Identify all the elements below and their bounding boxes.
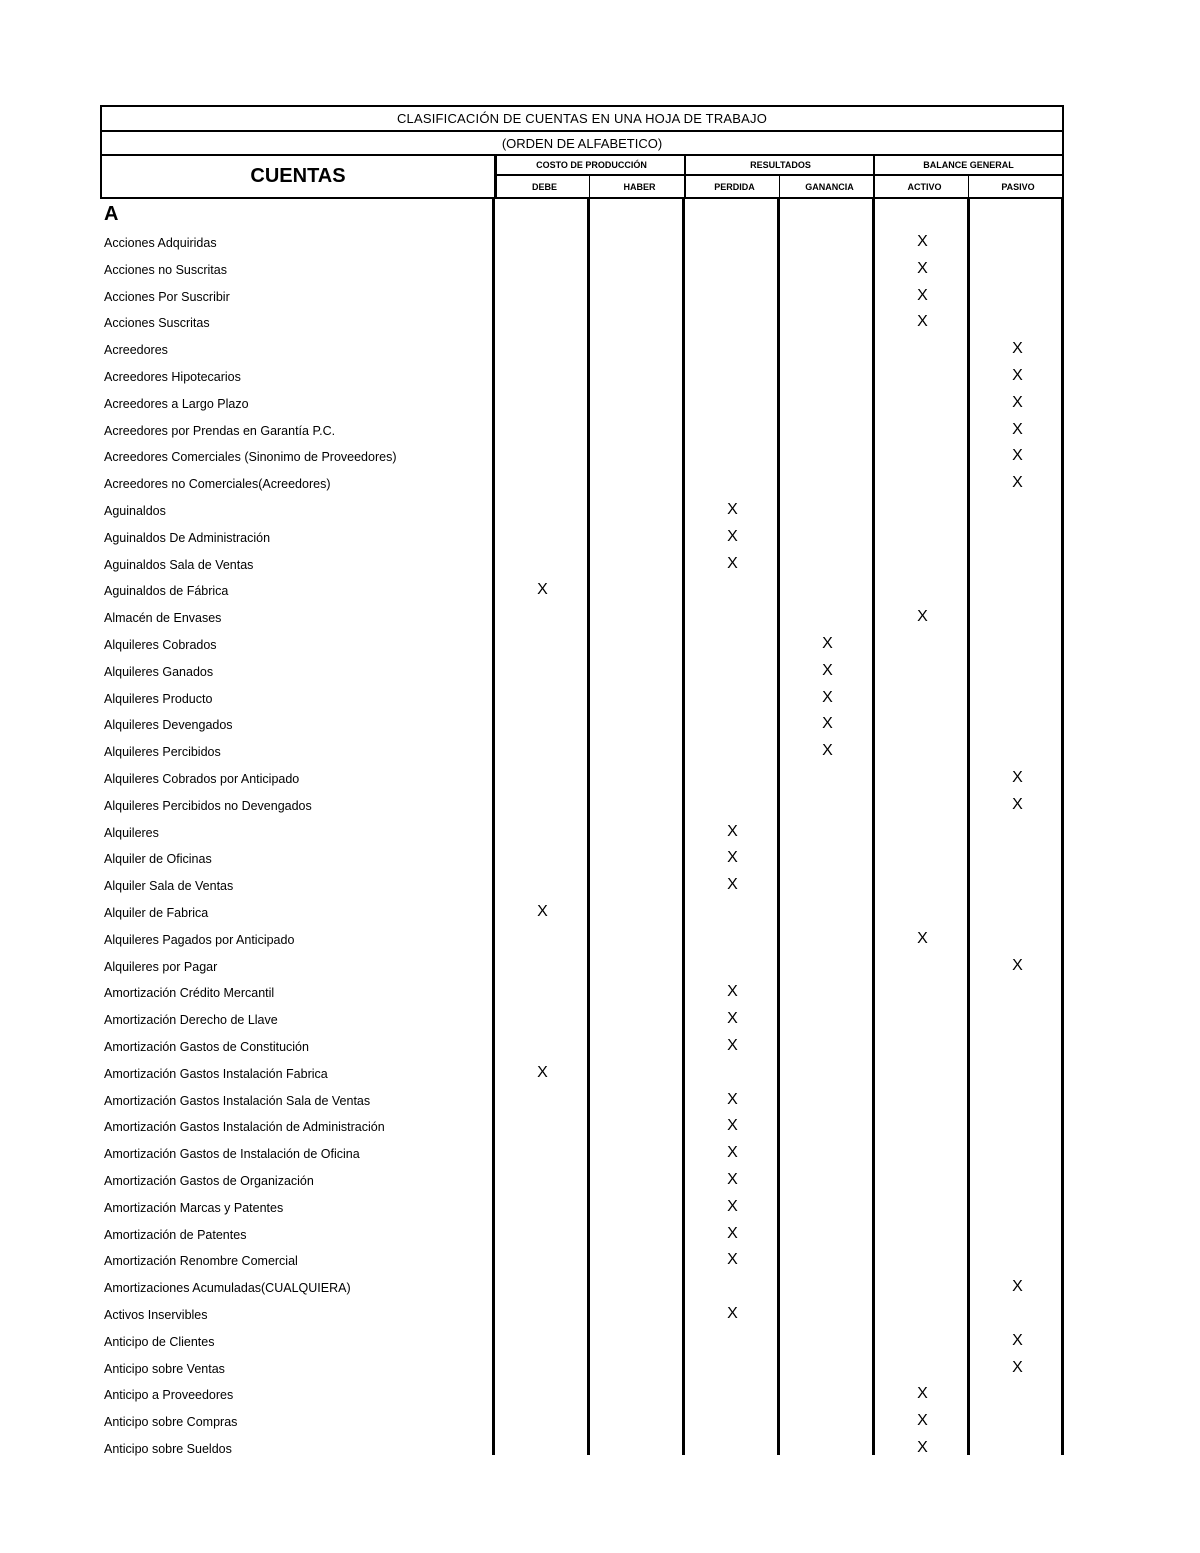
header-divider xyxy=(494,156,497,197)
account-name: Acreedores por Prendas en Garantía P.C. xyxy=(104,423,336,438)
classification-mark: X xyxy=(822,635,833,652)
classification-mark: X xyxy=(1012,769,1023,786)
classification-mark: X xyxy=(917,233,928,250)
table-row xyxy=(100,1436,1064,1463)
account-name: Amortización de Patentes xyxy=(104,1227,247,1242)
account-name: Almacén de Envases xyxy=(104,611,222,626)
header-divider xyxy=(873,156,875,197)
classification-mark: X xyxy=(727,554,738,572)
classification-mark: X xyxy=(1012,956,1023,974)
account-name: Alquileres Pagados por Anticipado xyxy=(104,932,295,947)
table-row xyxy=(100,900,1064,927)
classification-mark: X xyxy=(1012,447,1023,465)
column-headers xyxy=(102,156,1062,197)
account-name: Acreedores xyxy=(104,343,168,358)
classification-mark: X xyxy=(727,1305,738,1322)
table-row xyxy=(100,418,1064,445)
account-name: Alquileres Ganados xyxy=(104,664,214,679)
table-row xyxy=(100,980,1064,1007)
cuentas-header: CUENTAS xyxy=(250,165,346,187)
table-row xyxy=(100,471,1064,498)
account-name: Alquiler de Fabrica xyxy=(104,906,209,920)
worksheet xyxy=(100,105,1064,1455)
classification-mark: X xyxy=(917,1439,928,1456)
classification-mark: X xyxy=(727,1197,738,1215)
classification-mark: X xyxy=(917,608,928,626)
account-name: Alquiler Sala de Ventas xyxy=(104,879,234,894)
classification-mark: X xyxy=(1012,1358,1023,1376)
account-name: Amortización Renombre Comercial xyxy=(104,1254,298,1269)
table-row xyxy=(100,820,1064,847)
classification-mark: X xyxy=(727,1117,738,1135)
table-row xyxy=(100,1034,1064,1061)
sheet-title: CLASIFICACIÓN DE CUENTAS EN UNA HOJA DE TRABAJO xyxy=(102,107,1062,132)
table-row xyxy=(100,284,1064,311)
classification-mark: X xyxy=(917,1385,928,1403)
table-header xyxy=(100,105,1064,199)
col-pasivo: PASIVO xyxy=(1001,181,1035,192)
table-row xyxy=(100,954,1064,981)
account-name: Alquileres Percibidos xyxy=(104,745,221,760)
account-name: Anticipo sobre Sueldos xyxy=(104,1442,232,1456)
table-row xyxy=(100,846,1064,873)
table-row xyxy=(100,310,1064,337)
classification-mark: X xyxy=(727,822,738,840)
account-name: Amortización Crédito Mercantil xyxy=(104,986,275,1001)
table-row xyxy=(100,712,1064,739)
table-row xyxy=(100,364,1064,391)
account-name: Acciones no Suscritas xyxy=(104,262,227,277)
account-name: Alquileres Producto xyxy=(104,691,213,706)
table-row xyxy=(100,337,1064,364)
account-name: Aguinaldos de Fábrica xyxy=(104,584,229,599)
col-perdida: PERDIDA xyxy=(714,181,755,192)
table-row xyxy=(100,873,1064,900)
table-row xyxy=(100,686,1064,713)
account-name: Alquileres xyxy=(104,825,159,840)
table-row xyxy=(100,1248,1064,1275)
account-name: Alquileres Cobrados xyxy=(104,638,217,652)
sheet-subtitle: (ORDEN DE ALFABETICO) xyxy=(102,132,1062,156)
classification-mark: X xyxy=(537,581,548,599)
table-row xyxy=(100,1275,1064,1302)
classification-mark: X xyxy=(727,1171,738,1188)
classification-mark: X xyxy=(727,1224,738,1242)
account-name: Amortización Gastos de Constitución xyxy=(104,1040,309,1054)
account-name: Amortización Gastos Instalación Sala de Ventas xyxy=(104,1093,371,1108)
account-name: Alquileres Cobrados por Anticipado xyxy=(104,772,300,786)
group-balance-general: BALANCE GENERAL xyxy=(875,156,1062,176)
table-row xyxy=(100,1329,1064,1356)
classification-mark: X xyxy=(537,903,548,920)
classification-mark: X xyxy=(917,286,928,304)
account-name: Activos Inservibles xyxy=(104,1308,208,1322)
table-row xyxy=(100,1409,1064,1436)
table-row xyxy=(100,1007,1064,1034)
table-row xyxy=(100,391,1064,418)
account-name: Aguinaldos De Administración xyxy=(104,530,271,545)
classification-mark: X xyxy=(727,1090,738,1108)
header-divider xyxy=(968,176,969,197)
table-row xyxy=(100,552,1064,579)
group-resultados: RESULTADOS xyxy=(686,156,875,176)
classification-mark: X xyxy=(1012,420,1023,438)
account-name: Amortización Gastos de Organización xyxy=(104,1174,314,1188)
account-name: Aguinaldos xyxy=(104,504,166,518)
table-row xyxy=(100,578,1064,605)
table-row xyxy=(100,1061,1064,1088)
table-row xyxy=(100,632,1064,659)
col-ganancia: GANANCIA xyxy=(805,181,854,192)
classification-mark: X xyxy=(727,1010,738,1028)
classification-mark: X xyxy=(1012,795,1023,813)
section-letter: A xyxy=(104,203,119,225)
table-row xyxy=(100,1168,1064,1195)
table-row xyxy=(100,257,1064,284)
table-row xyxy=(100,793,1064,820)
table-row xyxy=(100,766,1064,793)
classification-mark: X xyxy=(917,929,928,947)
classification-mark: X xyxy=(1012,1278,1023,1296)
classification-mark: X xyxy=(727,1037,738,1054)
header-divider xyxy=(779,176,780,197)
classification-mark: X xyxy=(727,501,738,518)
classification-mark: X xyxy=(1012,367,1023,384)
account-name: Alquiler de Oficinas xyxy=(104,852,212,867)
table-row xyxy=(100,927,1064,954)
classification-mark: X xyxy=(727,983,738,1001)
account-name: Alquileres Percibidos no Devengados xyxy=(104,798,312,813)
header-divider xyxy=(684,156,686,197)
table-row xyxy=(100,1141,1064,1168)
account-name: Anticipo sobre Ventas xyxy=(104,1361,225,1376)
table-row xyxy=(100,444,1064,471)
account-name: Alquileres Devengados xyxy=(104,718,233,733)
table-row xyxy=(100,1222,1064,1249)
account-name: Acreedores no Comerciales(Acreedores) xyxy=(104,477,331,492)
account-name: Amortización Derecho de Llave xyxy=(104,1013,278,1028)
table-row xyxy=(100,498,1064,525)
account-name: Acciones Por Suscribir xyxy=(104,289,230,304)
account-name: Amortización Gastos Instalación Fabrica xyxy=(104,1066,328,1081)
classification-mark: X xyxy=(727,1251,738,1269)
classification-mark: X xyxy=(1012,340,1023,358)
account-name: Anticipo de Clientes xyxy=(104,1334,215,1349)
header-divider xyxy=(589,176,590,197)
classification-mark: X xyxy=(822,715,833,733)
classification-mark: X xyxy=(727,876,738,894)
classification-mark: X xyxy=(1012,393,1023,411)
classification-mark: X xyxy=(917,1412,928,1430)
table-row xyxy=(100,1302,1064,1329)
account-name: Acreedores a Largo Plazo xyxy=(104,396,249,411)
account-name: Acciones Suscritas xyxy=(104,316,210,331)
account-name: Amortizaciones Acumuladas(CUALQUIERA) xyxy=(104,1281,351,1296)
table-row xyxy=(100,739,1064,766)
table-body xyxy=(100,199,1064,1455)
col-activo: ACTIVO xyxy=(907,181,942,192)
col-haber: HABER xyxy=(623,181,656,192)
table-row xyxy=(100,1356,1064,1383)
account-name: Anticipo a Proveedores xyxy=(104,1388,234,1403)
classification-mark: X xyxy=(917,259,928,277)
table-row xyxy=(100,659,1064,686)
col-debe: DEBE xyxy=(531,181,557,192)
table-row xyxy=(100,230,1064,257)
group-costo-produccion: COSTO DE PRODUCCIÓN xyxy=(497,156,686,176)
table-row xyxy=(100,1195,1064,1222)
account-name: Anticipo sobre Compras xyxy=(104,1415,238,1430)
classification-mark: X xyxy=(822,688,833,706)
classification-mark: X xyxy=(727,527,738,545)
table-row xyxy=(100,525,1064,552)
classification-mark: X xyxy=(822,661,833,679)
table-row xyxy=(100,605,1064,632)
account-name: Amortización Gastos Instalación de Administración xyxy=(104,1120,385,1135)
table-row xyxy=(100,1088,1064,1115)
classification-mark: X xyxy=(822,742,833,760)
classification-mark: X xyxy=(727,1144,738,1162)
table-row xyxy=(100,1382,1064,1409)
account-name: Aguinaldos Sala de Ventas xyxy=(104,557,254,572)
account-name: Alquileres por Pagar xyxy=(104,959,218,974)
account-name: Acreedores Hipotecarios xyxy=(104,370,241,384)
classification-mark: X xyxy=(917,313,928,331)
account-name: Acreedores Comerciales (Sinonimo de Proveedores) xyxy=(104,450,397,465)
classification-mark: X xyxy=(537,1063,548,1081)
classification-mark: X xyxy=(1012,474,1023,492)
account-name: Acciones Adquiridas xyxy=(104,236,217,250)
account-name: Amortización Gastos de Instalación de Oficina xyxy=(104,1147,360,1162)
classification-mark: X xyxy=(727,849,738,867)
account-name: Amortización Marcas y Patentes xyxy=(104,1200,284,1215)
table-row xyxy=(100,1114,1064,1141)
classification-mark: X xyxy=(1012,1331,1023,1349)
